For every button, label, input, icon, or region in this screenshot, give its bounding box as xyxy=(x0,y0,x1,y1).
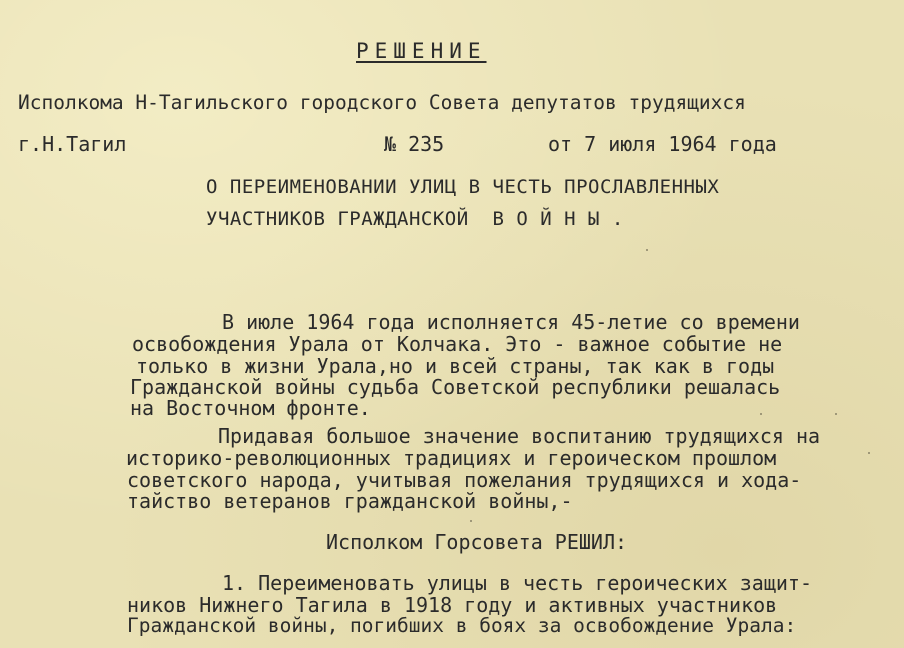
list-item-line: 1. Переименовать улицы в честь героических защит- xyxy=(222,571,813,595)
document-title: РЕШЕНИЕ xyxy=(356,39,487,63)
document-date: от 7 июля 1964 года xyxy=(548,132,777,156)
issuer-line: Исполкома Н-Тагильского городского Совета депутатов трудящихся xyxy=(18,91,746,114)
paper-speck xyxy=(868,452,870,454)
list-item-line: Гражданской войны, погибших в боях за освобождение Урала: xyxy=(127,614,797,637)
paragraph-line: только в жизни Урала,но и всей страны, так как в годы xyxy=(136,354,775,378)
paragraph-line: тайство ветеранов гражданской войны,- xyxy=(127,489,573,513)
list-item-line: ников Нижнего Тагила в 1918 году и активных участников xyxy=(127,593,778,617)
paper-speck xyxy=(760,413,762,415)
resolution-heading: Исполком Горсовета РЕШИЛ: xyxy=(326,530,628,554)
paper-speck xyxy=(470,520,472,522)
subject-line: О ПЕРЕИМЕНОВАНИИ УЛИЦ В ЧЕСТЬ ПРОСЛАВЛЕННЫХ xyxy=(206,176,720,198)
subject-line: УЧАСТНИКОВ ГРАЖДАНСКОЙ В О Й Н Ы . xyxy=(206,208,624,230)
place-label: г.Н.Тагил xyxy=(18,132,127,156)
paragraph-line: советского народа, учитывая пожелания трудящихся и хода- xyxy=(127,468,802,492)
paper-speck xyxy=(835,413,837,415)
paragraph-line: историко-революционных традициях и героическом прошлом xyxy=(126,446,777,470)
paragraph-line: Придавая большое значение воспитанию трудящихся на xyxy=(218,424,821,448)
paragraph-line: освобождения Урала от Колчака. Это - важное событие не xyxy=(132,332,783,356)
paper-speck xyxy=(646,249,648,251)
paragraph-line: Гражданской войны судьба Советской республики решалась xyxy=(130,375,781,399)
document-number: № 235 xyxy=(384,132,445,156)
paragraph-line: В июле 1964 года исполняется 45-летие со времени xyxy=(222,310,800,334)
paragraph-line: на Восточном фронте. xyxy=(130,396,371,420)
